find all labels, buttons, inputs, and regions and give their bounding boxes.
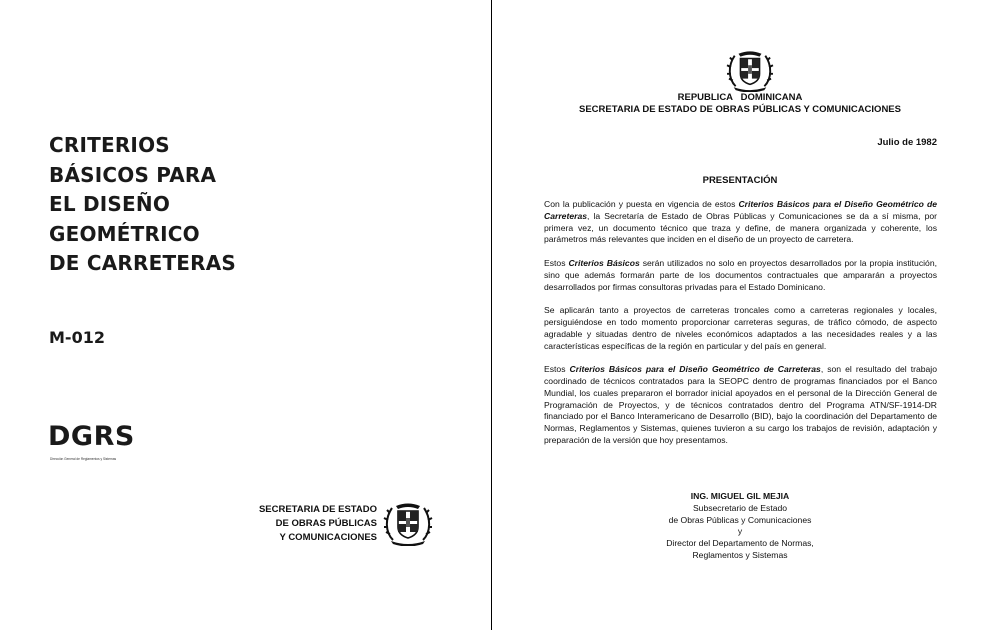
ministry-name-line: Y COMUNICACIONES xyxy=(279,532,377,543)
signatory-title-line: Reglamentos y Sistemas xyxy=(692,549,788,560)
presentation-paragraph xyxy=(544,305,937,352)
signatory-title-line: de Obras Públicas y Comunicaciones xyxy=(668,514,812,525)
cover-title xyxy=(49,131,349,279)
document-code: M-012 xyxy=(49,328,105,347)
signatory-name: ING. MIGUEL GIL MEJIA xyxy=(690,491,790,501)
section-heading: PRESENTACIÓN xyxy=(702,175,778,186)
document-date: Julio de 1982 xyxy=(877,137,937,148)
cover-title-line: EL DISEÑO xyxy=(49,192,171,216)
cover-title-line: CRITERIOS xyxy=(49,133,170,157)
signatory-title-line: Subsecretario de Estado xyxy=(692,502,788,513)
paragraph-text: serán utilizados no solo en proyectos desarrollados por la propia institución, sino que además formarán parte de los documentos contractuales que ampararán a proyectos desarrollados por firmas consultoras privadas para el Estado Dominicano. xyxy=(544,257,937,292)
paragraph-text: , son el resultado del trabajo coordinado de técnicos contratados para la SEOPC dentro de programas financiados por el Banco Mundial, los cuales prepararon el borrador inicial apoyados en el personal de la Dirección General de Programación de Proyectos, y de técnicos contratados dentro del Programa ATN/SF-1914-DR financiado por el Banco Interamericano de Desarrollo (BID), bajo la coordinación del Departamento de Normas, Reglamentos y Sistemas, quienes tuvieron a su cargo los trabajos de revisión, adaptación y preparación de la versión que hoy presentamos. xyxy=(544,364,937,445)
coat-of-arms-icon xyxy=(383,500,433,546)
emphasized-title-text: Criterios Básicos para el Diseño Geométrico de Carreteras xyxy=(569,364,821,375)
ministry-name xyxy=(220,503,377,545)
presentation-paragraph xyxy=(544,258,937,293)
country-name: REPUBLICA DOMINICANA xyxy=(677,92,803,103)
cover-title-line: GEOMÉTRICO xyxy=(49,221,200,246)
dgrs-logo-caption: Dirección General de Reglamentos y Sistemas xyxy=(50,457,117,461)
coat-of-arms-icon xyxy=(726,48,774,92)
paragraph-text: Con la publicación y puesta en vigencia de estos xyxy=(544,199,739,209)
page-divider xyxy=(491,0,492,630)
signatory-title-line: y xyxy=(737,526,743,537)
secretaria-name: SECRETARIA DE ESTADO DE OBRAS PÚBLICAS Y COMUNICACIONES xyxy=(579,104,901,115)
paragraph-text: Estos xyxy=(544,364,570,375)
presentation-paragraph xyxy=(544,199,937,246)
ministry-name-line: DE OBRAS PÚBLICAS xyxy=(275,518,377,529)
ministry-name-line: SECRETARIA DE ESTADO xyxy=(258,504,377,515)
presentation-paragraph xyxy=(544,364,937,447)
cover-title-line: BÁSICOS PARA xyxy=(49,162,217,187)
paragraph-text: Se aplicarán tanto a proyectos de carreteras troncales como a carreteras regionales y locales, persiguiéndose en todo momento proporcionar carreteras seguras, de tráfico cómodo, de aspecto agradable y situadas dentro de niveles económicos adaptados a las necesidades reales y a las características específicas de la región en particular y del país en general. xyxy=(544,305,937,351)
presentation-body xyxy=(544,199,937,459)
paragraph-text: Estos xyxy=(544,257,569,268)
dgrs-logo: DGRS xyxy=(48,421,135,452)
paragraph-text: , la Secretaría de Estado de Obras Públicas y Comunicaciones se da a sí misma, por primera vez, un documento técnico que traza y define, de manera organizada y coherente, los parámetros más relevantes que inciden en el diseño de un proyecto de carretera. xyxy=(544,210,937,245)
signatory-title-line: Director del Departamento de Normas, xyxy=(666,538,814,549)
emphasized-title-text: Criterios Básicos para el Diseño Geométrico de Carreteras xyxy=(544,199,937,221)
cover-title-line: DE CARRETERAS xyxy=(49,251,237,275)
signature-block xyxy=(620,491,860,562)
emphasized-title-text: Criterios Básicos xyxy=(568,257,640,268)
